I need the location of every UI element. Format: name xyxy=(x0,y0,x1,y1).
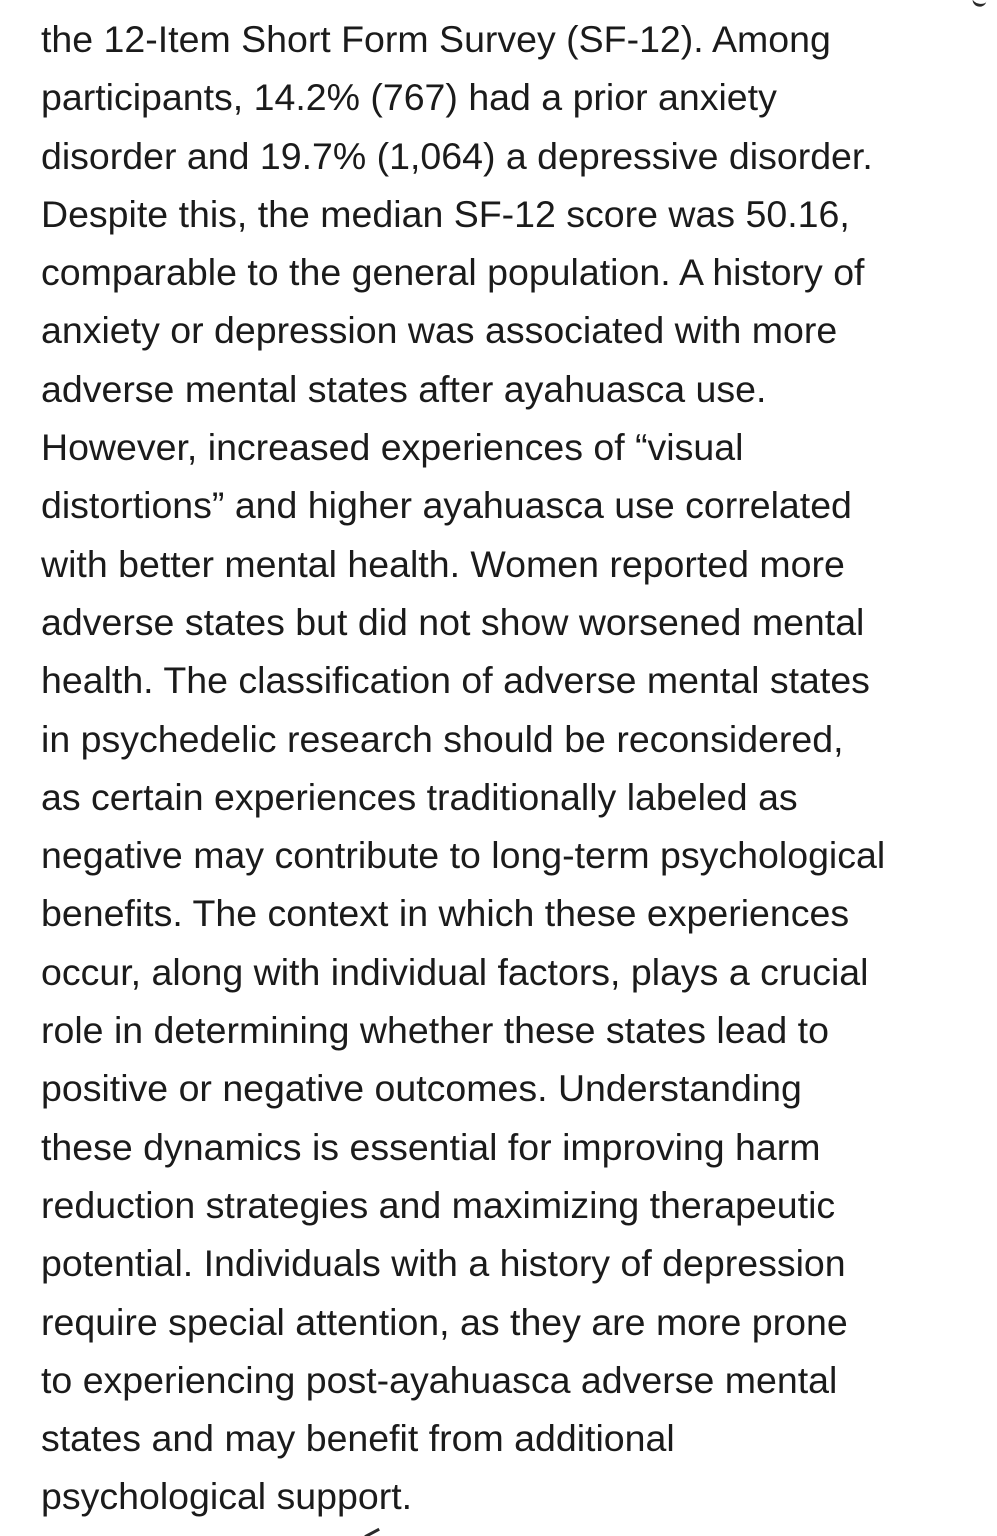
text-line: as certain experiences traditionally labeled as xyxy=(41,775,798,818)
text-line: distortions” and higher ayahuasca use correlated xyxy=(41,484,852,527)
text-line: participants, 14.2% (767) had a prior anxiety xyxy=(41,76,777,119)
article-paragraph xyxy=(41,10,981,1526)
text-line: with better mental health. Women reported more xyxy=(41,542,845,585)
text-line: However, increased experiences of “visual xyxy=(41,426,744,469)
text-line: states and may benefit from additional xyxy=(41,1417,675,1460)
text-line: occur, along with individual factors, plays a crucial xyxy=(41,950,869,993)
clipped-glyph-top xyxy=(971,0,992,8)
text-line: positive or negative outcomes. Understanding xyxy=(41,1067,802,1110)
text-line: psychological support. xyxy=(41,1475,413,1518)
text-line: role in determining whether these states lead to xyxy=(41,1009,829,1052)
text-line: these dynamics is essential for improving harm xyxy=(41,1125,821,1168)
text-line: to experiencing post-ayahuasca adverse mental xyxy=(41,1358,838,1401)
text-line: adverse states but did not show worsened mental xyxy=(41,600,865,643)
text-line: Despite this, the median SF-12 score was 50.16, xyxy=(41,192,850,235)
text-line: benefits. The context in which these experiences xyxy=(41,892,850,935)
text-line: require special attention, as they are more prone xyxy=(41,1300,848,1343)
text-line: comparable to the general population. A history of xyxy=(41,251,865,294)
text-line: disorder and 19.7% (1,064) a depressive disorder. xyxy=(41,134,873,177)
text-line: reduction strategies and maximizing therapeutic xyxy=(41,1183,836,1226)
text-line: anxiety or depression was associated with more xyxy=(41,309,838,352)
text-line: in psychedelic research should be reconsidered, xyxy=(41,717,844,760)
text-line: negative may contribute to long-term psychological xyxy=(41,834,886,877)
text-line: adverse mental states after ayahuasca use. xyxy=(41,367,767,410)
text-line: potential. Individuals with a history of depression xyxy=(41,1242,846,1285)
clipped-glyph-bottom xyxy=(364,1528,383,1536)
text-line: the 12-Item Short Form Survey (SF-12). Among xyxy=(41,18,831,60)
text-line: health. The classification of adverse mental states xyxy=(41,659,870,702)
